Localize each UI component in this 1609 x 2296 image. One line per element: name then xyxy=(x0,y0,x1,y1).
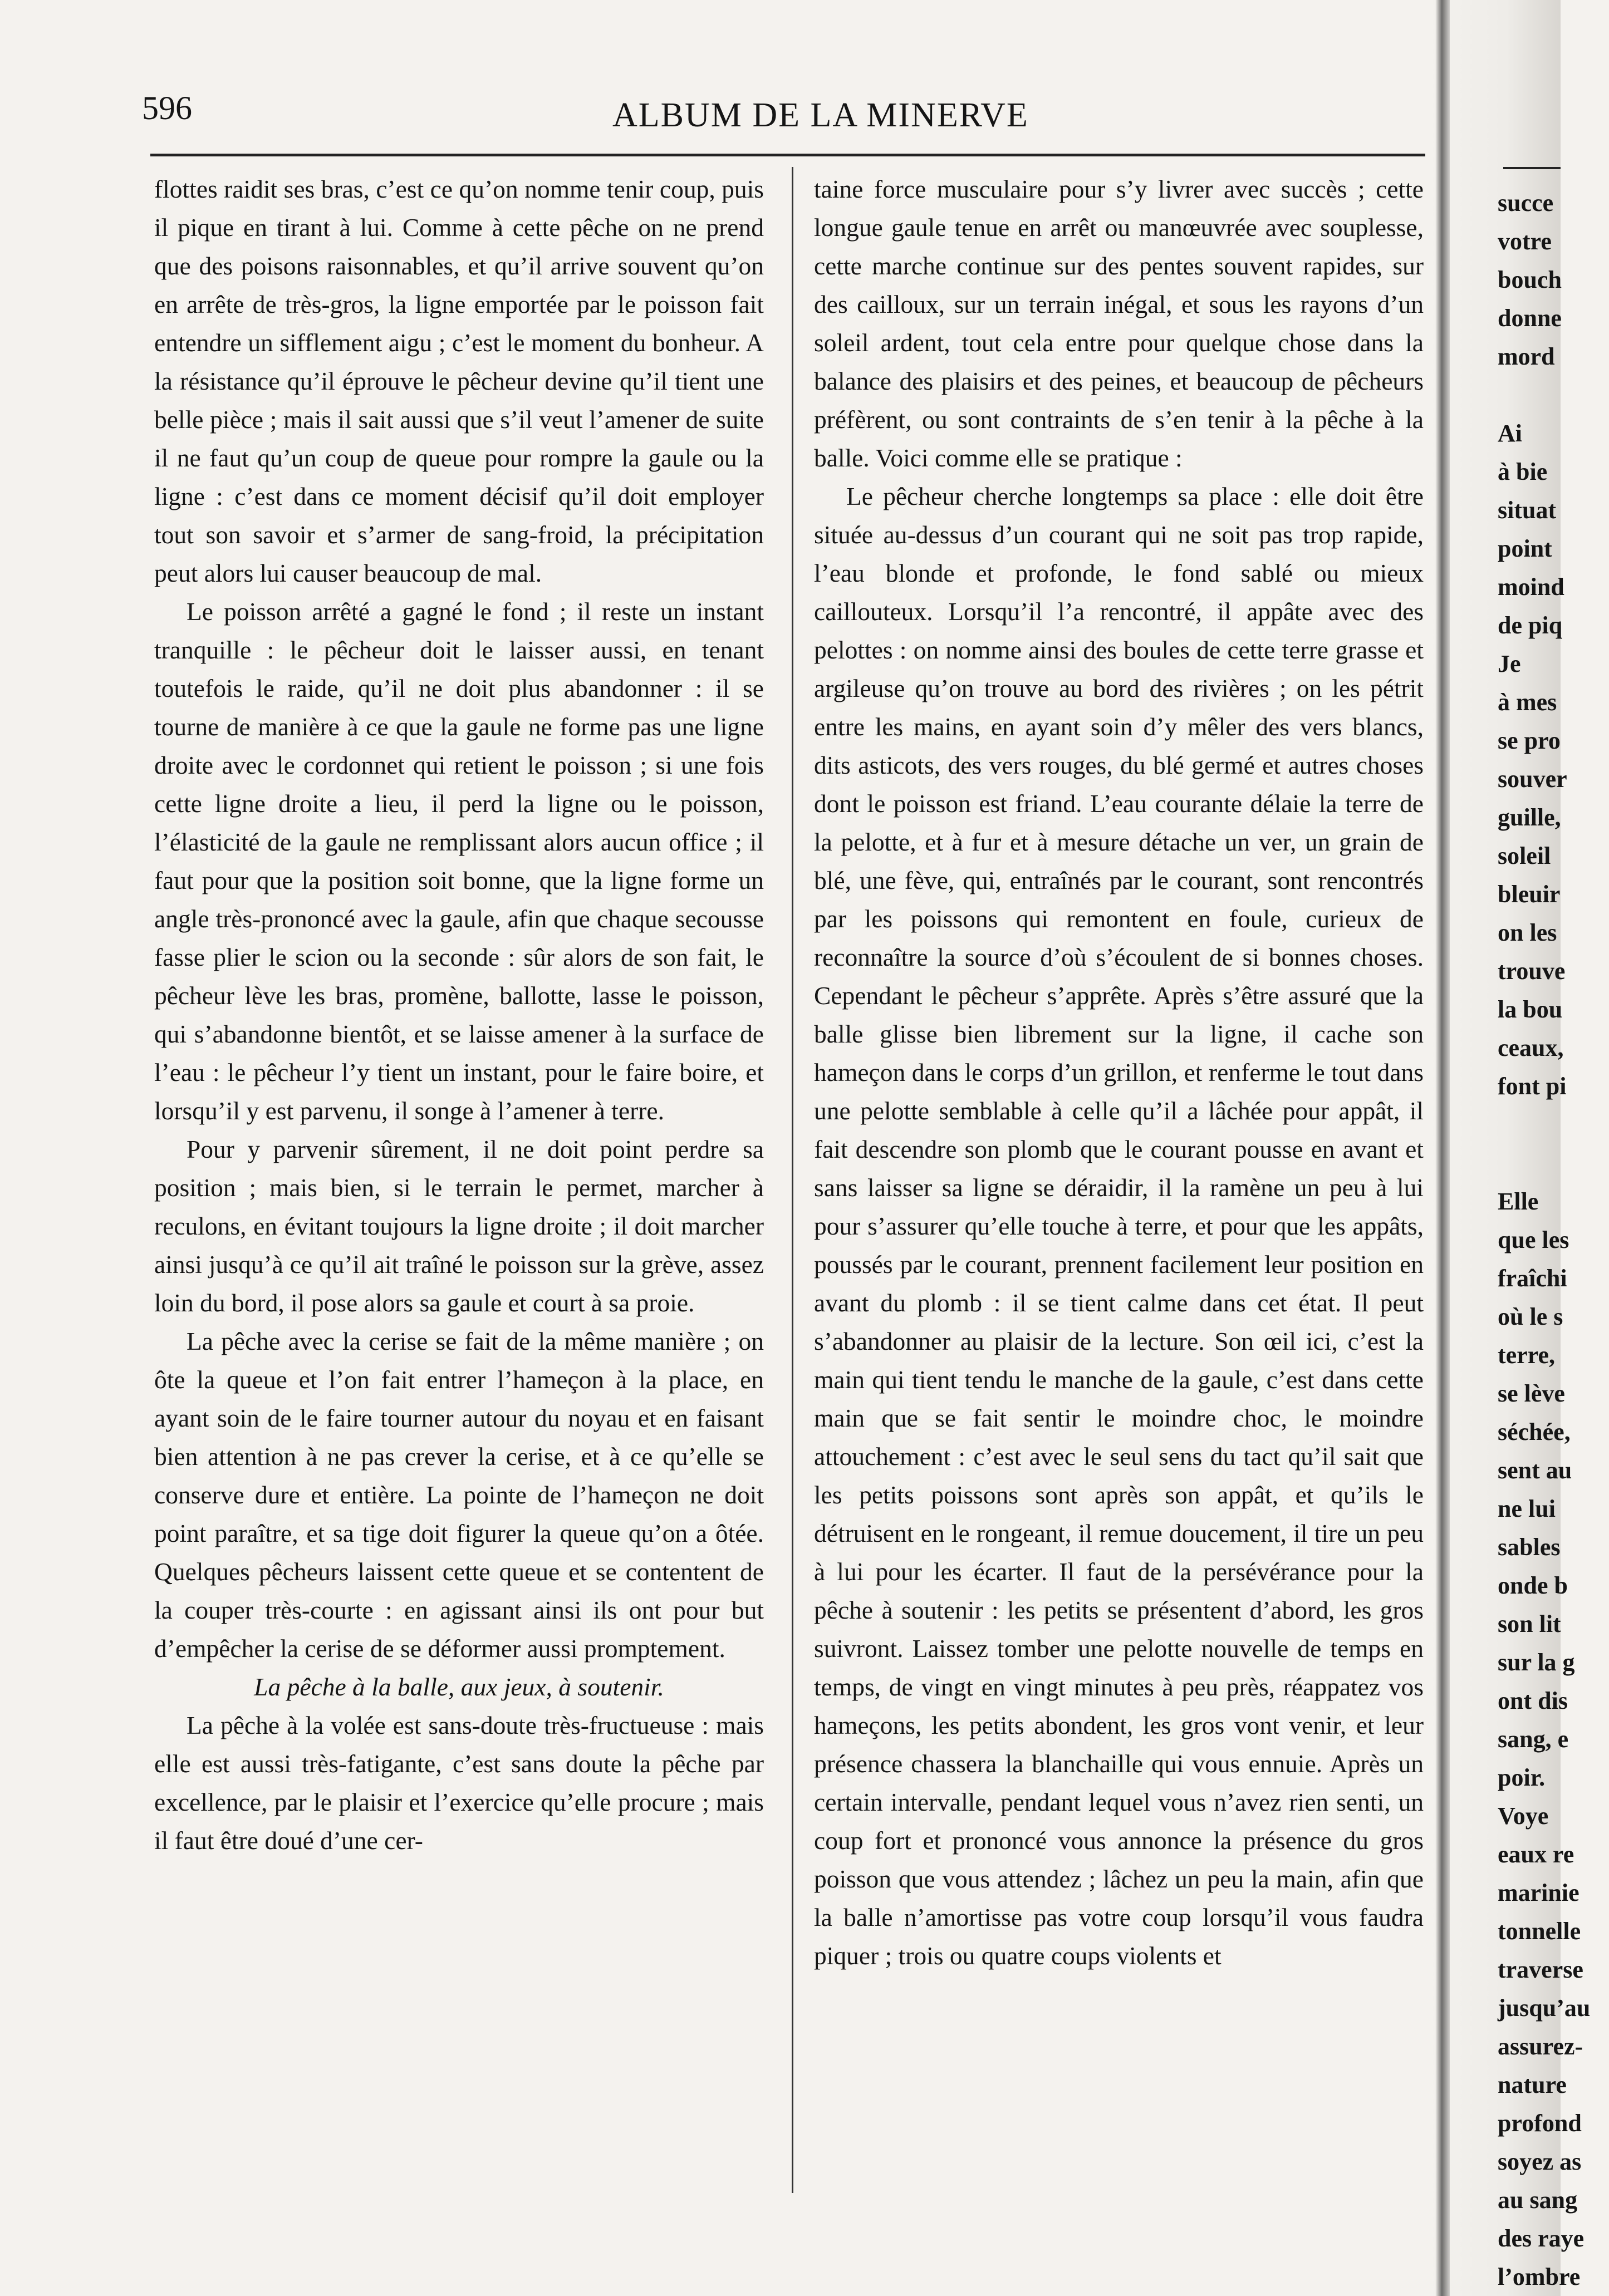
fragment-line: votre xyxy=(1498,228,1552,255)
fragment-line: de piq xyxy=(1498,612,1563,639)
fragment-line: soleil xyxy=(1498,842,1551,869)
fragment-line: assurez- xyxy=(1498,2033,1583,2060)
paragraph: taine force musculaire pour s’y livrer avec succès ; cette longue gaule tenue en arrêt ou manœuvrée avec souplesse, cette marche continue sur des pentes souvent rapides, sur des cailloux, sur un terrain inégal, et sous les rayons d’un soleil ardent, tout cela entre pour quelque chose dans la balance des plaisirs et des peines, et beaucoup de pêcheurs préfèrent, ou sont contraints de s’en tenir à la pêche à la balle. Voici comme elle se pratique : xyxy=(814,175,1424,472)
running-head-title: ALBUM DE LA MINERVE xyxy=(612,96,1029,134)
fragment-line: Elle xyxy=(1498,1188,1539,1215)
fragment-line: point xyxy=(1498,535,1552,562)
header-rule xyxy=(150,154,1431,156)
fragment-line: onde b xyxy=(1498,1572,1568,1599)
fragment-line: se lève xyxy=(1498,1380,1565,1407)
fragment-line: soyez as xyxy=(1498,2148,1582,2175)
fragment-line xyxy=(1498,1105,1609,1144)
fragment-line: Je xyxy=(1498,650,1521,677)
fragment-line: nature xyxy=(1498,2071,1567,2098)
fragment-line: l’ombre xyxy=(1498,2263,1581,2290)
fragment-line: traverse xyxy=(1498,1956,1583,1983)
paragraph: Le poisson arrêté a gagné le fond ; il reste un instant tranquille : le pêcheur doit le laisser aussi, en tenant toutefois le raide, qu’il ne doit plus abandonner : il se tourne de manière à ce que la gaule ne forme pas une ligne droite avec le cordonnet qui retient le poisson ; si une fois cette ligne droite a lieu, il perd la ligne ou le poisson, l’élasticité de la gaule ne remplissant alors aucun office ; il faut pour que la position soit bonne, que la ligne forme un angle très-prononcé avec la gaule, afin que chaque secousse fasse plier le scion ou la seconde : sûr alors de son fait, le pêcheur lève les bras, promène, ballotte, lasse le poisson, qui s’abandonne bientôt, et se laisse amener à la surface de l’eau : le pêcheur l’y tient un instant, pour le faire boire, et lorsqu’il y est parvenu, il songe à l’amener à terre. xyxy=(154,597,764,1125)
fragment-line: moind xyxy=(1498,573,1564,601)
paragraph: La pêche avec la cerise se fait de la même manière ; on ôte la queue et l’on fait entrer l’hameçon à la place, en ayant soin de le faire tourner autour du noyau et en faisant bien attention à ne pas crever la cerise, et à ce qu’elle se conserve dure et entière. La pointe de l’hameçon ne doit point paraître, et sa tige doit figurer la queue qu’on a ôtée. Quelques pêcheurs laissent cette queue et se contentent de la couper très-courte : en agissant ainsi ils ont pour but d’empêcher la cerise de se déformer aussi promptement. xyxy=(154,1327,764,1663)
paragraph: Le pêcheur cherche longtemps sa place : elle doit être située au-dessus d’un courant qui ne soit pas trop rapide, l’eau blonde et profonde, le fond sablé ou mieux caillouteux. Lorsqu’il l’a rencontré, il appâte avec des pelottes : on nomme ainsi des boules de cette terre grasse et argileuse qu’on trouve au bord des rivières ; on les pétrit entre les mains, en ayant soin d’y mêler des vers blancs, dits asticots, des vers rouges, du blé germé et autres choses dont le poisson est friand. L’eau courante délaie la terre de la pelotte, et à fur et à mesure détache un ver, un grain de blé, une fève, qui, entraînés par le courant, sont rencontrés par les poissons qui remontent en foule, curieux de reconnaître la source d’où s’écoulent de si bonnes choses. Cependant le pêcheur s’apprête. Après s’être assuré que la balle glisse bien librement sur la ligne, il cache son hameçon dans le corps d’un grillon, et renferme le tout dans une pelotte semblable à celle qu’il a lâchée pour appât, il fait descendre son plomb que le courant pousse en avant et sans laisser sa ligne se déraidir, il la ramène un peu à lui pour s’assurer qu’elle touche à terre, et pour que les appâts, poussés par le courant, prennent facilement leur position en avant du plomb : il se tient calme dans cet état. Il peut s’abandonner au plaisir de la lecture. Son œil ici, c’est la main qui tient tendu le manche de la gaule, c’est dans cette main que se fait sentir le moindre choc, le moindre attouchement : c’est avec le seul sens du tact qu’il sait que les petits poissons sont après son appât, et qu’ils le détruisent en le rongeant, il remue doucement, il tire un peu à lui pour les écarter. Il faut de la persévérance pour la pêche à soutenir : les petits se présentent d’abord, les gros suivront. Laissez tomber une pelotte nouvelle de temps en temps, de vingt en vingt minutes à peu près, réappatez vos hameçons, les petits abondent, les gros vont venir, et leur présence chassera la blanchaille qui vous ennuie. Après un certain intervalle, pendant lequel vous n’avez rien senti, un coup fort et prononcé vous annonce la présence du gros poisson que vous attendez ; lâchez un peu la main, afin que la balle n’amortisse pas votre coup lorsqu’il vous faudra piquer ; trois ou quatre coups violents et xyxy=(814,482,1424,1970)
fragment-line: profond xyxy=(1498,2110,1582,2137)
fragment-line: sang, e xyxy=(1498,1725,1569,1753)
fragment-line: à bie xyxy=(1498,458,1548,485)
fragment-line: on les xyxy=(1498,919,1557,946)
paragraph: La pêche à la volée est sans-doute très-fructueuse : mais elle est aussi très-fatigante, c’est sans doute la pêche par excellence, par le plaisir et l’exercice qu’elle procure ; mais il faut être doué d’une cer- xyxy=(154,1711,764,1855)
fragment-line: où le s xyxy=(1498,1303,1563,1330)
adjacent-page-fragments xyxy=(1498,184,1609,2296)
fragment-line: fraîchi xyxy=(1498,1265,1567,1292)
fragment-line: ne lui xyxy=(1498,1495,1556,1522)
paragraph: flottes raidit ses bras, c’est ce qu’on nomme tenir coup, puis il pique en tirant à lui. Comme à cette pêche on ne prend que des poisons raisonnables, et qu’il arrive souvent qu’on en arrête de très-gros, la ligne emportée par le poisson fait entendre un sifflement aigu ; c’est le moment du bonheur. A la résistance qu’il éprouve le pêcheur devine qu’il tient une belle pièce ; mais il sait aussi que s’il veut l’amener de suite il ne faut qu’un coup de queue pour rompre la gaule ou la ligne : c’est dans ce moment décisif qu’il doit employer tout son savoir et s’armer de sang-froid, la précipitation peut alors lui causer beaucoup de mal. xyxy=(154,175,764,587)
left-column xyxy=(154,170,764,1860)
fragment-line: terre, xyxy=(1498,1341,1555,1369)
fragment-line: sent au xyxy=(1498,1457,1572,1484)
fragment-line: guille, xyxy=(1498,804,1561,831)
fragment-line: souver xyxy=(1498,765,1567,793)
fragment-line: que les xyxy=(1498,1226,1569,1253)
section-subheading: La pêche à la balle, aux jeux, à soutenir. xyxy=(254,1673,664,1701)
fragment-line: eaux re xyxy=(1498,1841,1574,1868)
fragment-line: sur la g xyxy=(1498,1649,1575,1676)
fragment-line: Ai xyxy=(1498,420,1522,447)
fragment-line: ceaux, xyxy=(1498,1034,1564,1061)
fragment-line: séchée, xyxy=(1498,1418,1571,1446)
fragment-line: font pi xyxy=(1498,1073,1567,1100)
fragment-line: tonnelle xyxy=(1498,1918,1581,1945)
fragment-line: bouch xyxy=(1498,266,1562,293)
fragment-line: jusqu’au xyxy=(1498,1994,1591,2022)
fragment-line: marinie xyxy=(1498,1879,1579,1906)
paragraph: Pour y parvenir sûrement, il ne doit point perdre sa position ; mais bien, si le terrain le permet, marcher à reculons, en évitant toujours la ligne droite ; il doit marcher ainsi jusqu’à ce qu’il ait traîné le poisson sur la grève, assez loin du bord, il pose alors sa gaule et court à sa proie. xyxy=(154,1135,764,1317)
fragment-line: des raye xyxy=(1498,2225,1585,2252)
fragment-line: succe xyxy=(1498,189,1554,217)
fragment-line: se pro xyxy=(1498,727,1561,754)
fragment-line: situat xyxy=(1498,496,1557,524)
fragment-line: à mes xyxy=(1498,689,1557,716)
fragment-line: Voye xyxy=(1498,1802,1549,1830)
binding-gutter-shadow xyxy=(1435,0,1450,2296)
column-divider xyxy=(792,167,793,2193)
fragment-line: trouve xyxy=(1498,957,1566,985)
fragment-line: son lit xyxy=(1498,1610,1561,1638)
fragment-line: donne xyxy=(1498,304,1562,332)
middle-column xyxy=(814,170,1424,1975)
adjacent-page-rule xyxy=(1503,167,1561,169)
fragment-line: au sang xyxy=(1498,2186,1578,2214)
fragment-line: la bou xyxy=(1498,996,1563,1023)
fragment-line xyxy=(1498,1144,1609,1182)
fragment-line: ont dis xyxy=(1498,1687,1568,1714)
page-number: 596 xyxy=(142,90,192,126)
fragment-line xyxy=(1498,376,1609,414)
fragment-line: sables xyxy=(1498,1533,1561,1561)
fragment-line: poir. xyxy=(1498,1764,1546,1791)
fragment-line: bleuir xyxy=(1498,881,1561,908)
fragment-line: mord xyxy=(1498,343,1555,370)
